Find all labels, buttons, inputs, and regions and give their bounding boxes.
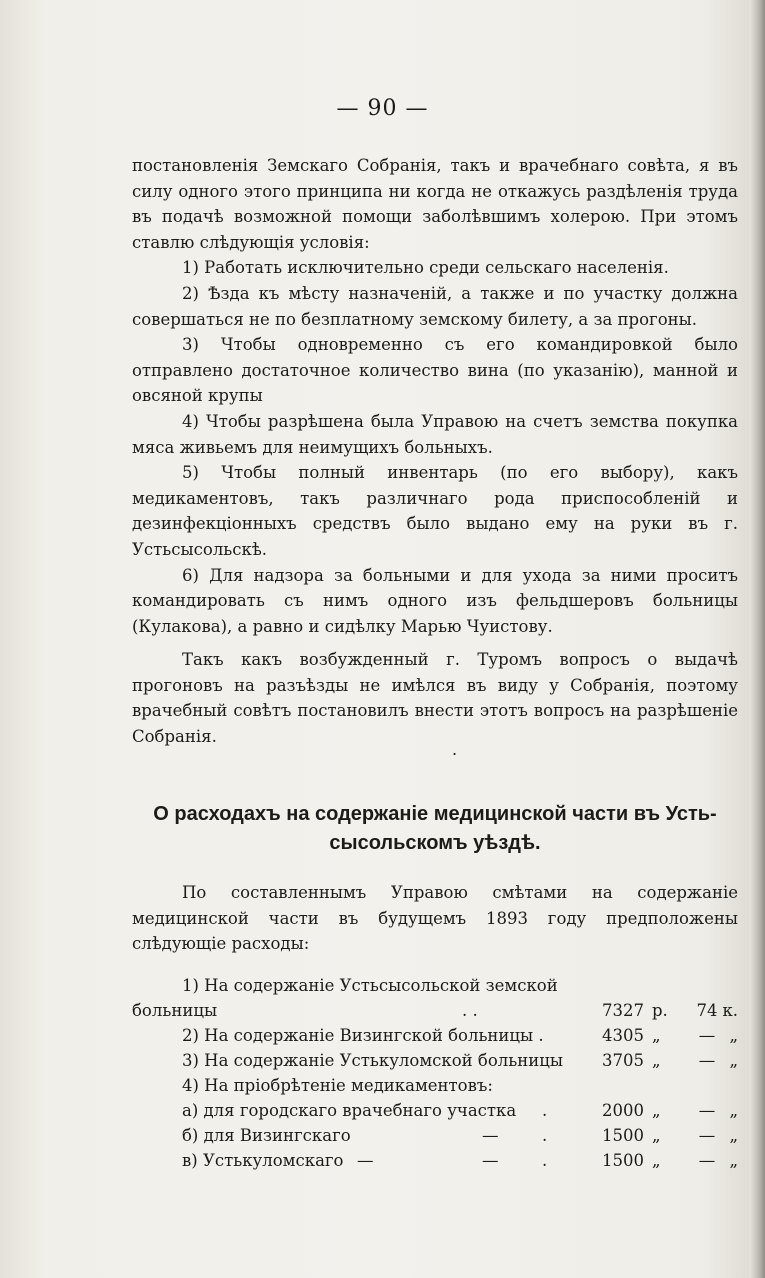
expense-3-dash: — <box>698 1051 716 1070</box>
expense-row-4 <box>132 1073 738 1098</box>
expense-2-label: 2) На содержаніе Визингской больницы . <box>182 1026 544 1045</box>
expense-row-2 <box>132 1023 738 1048</box>
council-resolution-paragraph: Такъ какъ возбужденный г. Туромъ вопросъ о выдачѣ прогоновъ на разъѣзды не имѣлся въ виду у Собранія, поэтому врачебный совѣтъ постановилъ внести этотъ вопросъ на разрѣшеніе Собранія. <box>132 650 738 747</box>
expense-4a-ditto-kop: „ <box>729 1101 738 1120</box>
condition-4: 4) Чтобы разрѣшена была Управою на счетъ земства покупка мяса живьемъ для неимущихъ больныхъ. <box>132 411 738 457</box>
expense-1-kop-unit: к. <box>722 1001 738 1020</box>
expense-4a-label: а) для городскаго врачебнаго участка <box>182 1101 517 1120</box>
expense-4a-ditto: „ <box>652 1101 661 1120</box>
condition-3: 3) Чтобы одновременно съ его командировкой было отправлено достаточное количество вина (по указанію), манной и овсяной крупы <box>132 335 738 406</box>
section-heading <box>132 800 738 858</box>
expense-3-ditto-kop: „ <box>729 1051 738 1070</box>
expense-row-3 <box>132 1048 738 1073</box>
paragraph-continuation: постановленія Земскаго Собранія, такъ и врачебнаго совѣта, я въ силу одного этого принципа ни когда не откажусь раздѣленія труда въ подачѣ возможной помощи заболѣвшимъ холерою. При этомъ ставлю слѣдующія условія: <box>132 156 738 252</box>
condition-5: 5) Чтобы полный инвентарь (по его выбору), какъ медикаментовъ, такъ различнаго рода приспособленій и дезинфекціонныхъ средствъ было выдано ему на руки въ г. Устьсысольскѣ. <box>132 463 738 559</box>
expense-2-dash: — <box>698 1026 716 1045</box>
expense-row-1b <box>132 998 738 1023</box>
section-heading-line-2: сысольскомъ уѣздѣ. <box>329 832 541 854</box>
expense-4c-label: в) Устькуломскаго <box>182 1151 344 1170</box>
separator-dot: . <box>452 740 458 759</box>
expense-4a-dot: . <box>542 1101 548 1120</box>
expense-2-amount: 4305 <box>602 1026 644 1045</box>
expense-1-label-cont: больницы <box>132 1001 218 1020</box>
expense-4b-ditto: „ <box>652 1126 661 1145</box>
expense-2-ditto-kop: „ <box>729 1026 738 1045</box>
expense-4b-dash: — <box>482 1126 499 1145</box>
expense-4b-dash-col: — <box>698 1126 716 1145</box>
body-text-block <box>132 153 738 750</box>
expense-2-ditto: „ <box>652 1026 661 1045</box>
expense-4b-label: б) для Визингскаго <box>182 1126 351 1145</box>
section-heading-line-1: О расходахъ на содержаніе медицинской части въ Усть- <box>153 803 717 825</box>
expense-1-dots: . . <box>462 1001 478 1020</box>
intro-paragraph-block <box>132 880 738 957</box>
expense-4c-dash-1: — <box>357 1151 374 1170</box>
expense-4b-amount: 1500 <box>602 1126 644 1145</box>
expense-1-label: 1) На содержаніе Устьсысольской земской <box>182 976 558 995</box>
expense-4-label: 4) На пріобрѣтеніе медикаментовъ: <box>182 1076 493 1095</box>
page-edge-shadow <box>749 0 765 1278</box>
expense-1-rub-unit: р. <box>652 1001 668 1020</box>
page-number: — 90 — <box>336 96 429 121</box>
expense-1-amount: 7327 <box>602 1001 644 1020</box>
expense-4b-dot: . <box>542 1126 548 1145</box>
expense-4c-dot: . <box>542 1151 548 1170</box>
condition-2: 2) Ѣзда къ мѣсту назначеній, а также и по участку должна совершаться не по безплатному земскому билету, а за прогоны. <box>132 283 738 329</box>
expense-3-ditto: „ <box>652 1051 661 1070</box>
expense-row-4c <box>132 1148 738 1173</box>
expense-3-amount: 3705 <box>602 1051 644 1070</box>
expense-row-1a <box>132 973 738 998</box>
expense-4a-dash: — <box>698 1101 716 1120</box>
expense-4c-dash-2: — <box>482 1151 499 1170</box>
expense-4c-amount: 1500 <box>602 1151 644 1170</box>
expense-row-4a <box>132 1098 738 1123</box>
expenses-intro: По составленнымъ Управою смѣтами на содержаніе медицинской части въ будущемъ 1893 году предположены слѣдующіе расходы: <box>132 883 738 954</box>
expense-4c-ditto-kop: „ <box>729 1151 738 1170</box>
expense-4c-ditto: „ <box>652 1151 661 1170</box>
condition-1: 1) Работать исключительно среди сельскаго населенія. <box>182 258 669 278</box>
expense-row-4b <box>132 1123 738 1148</box>
expense-3-label: 3) На содержаніе Устькуломской больницы <box>182 1051 563 1070</box>
expense-1-kopeks: 74 <box>696 1001 718 1020</box>
expense-4c-dash-col: — <box>698 1151 716 1170</box>
expense-4a-amount: 2000 <box>602 1101 644 1120</box>
condition-6: 6) Для надзора за больными и для ухода за ними проситъ командировать съ нимъ одного изъ фельдшеровъ больницы (Кулакова), а равно и сидѣлку Марью Чуистову. <box>132 565 738 636</box>
expense-4b-ditto-kop: „ <box>729 1126 738 1145</box>
